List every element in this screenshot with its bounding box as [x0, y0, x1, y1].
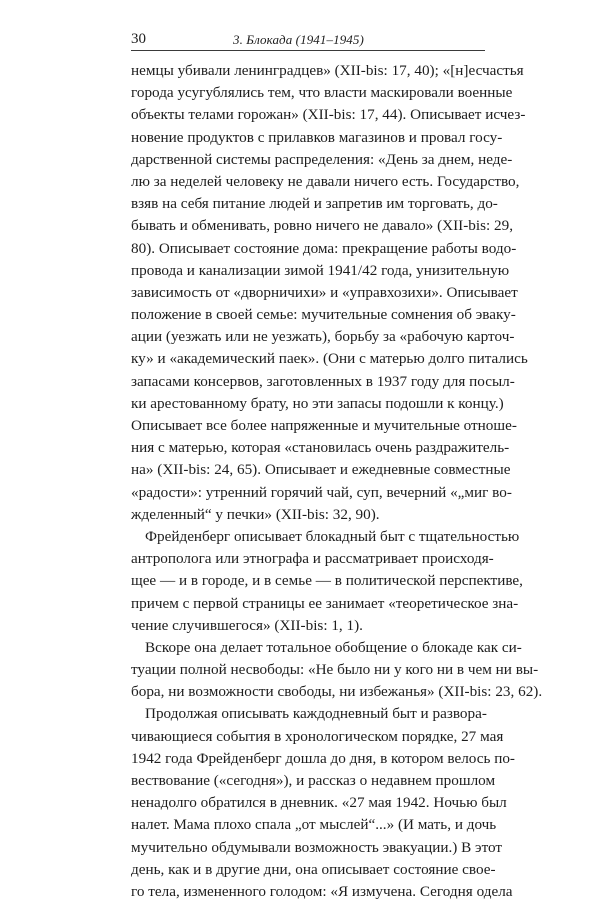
text-line: на» (XII-bis: 24, 65). Описывает и ежедневные совместные	[131, 461, 511, 479]
text-line: Фрейденберг описывает блокадный быт с тщательностью	[145, 527, 520, 545]
text-line: запасами консервов, заготовленных в 1937 году для посыл-	[131, 372, 515, 390]
text-line: бывать и обменивать, ровно ничего не давало» (XII-bis: 29,	[131, 217, 514, 235]
text-line: ненадолго обратился в дневник. «27 мая 1942. Ночью был	[131, 794, 507, 812]
text-line: положение в своей семье: мучительные сомнения об эваку-	[131, 306, 516, 324]
text-line: лю за неделей человеку не давали ничего есть. Государство,	[131, 172, 520, 190]
text-line: антрополога или этнографа и рассматривает происходя-	[131, 550, 494, 568]
text-line: жделенный“ у печки» (XII-bis: 32, 90).	[131, 505, 380, 523]
text-line: объекты телами горожан» (XII-bis: 17, 44). Описывает исчез-	[131, 106, 526, 124]
text-line: провода и канализации зимой 1941/42 года, унизительную	[131, 261, 510, 279]
text-line: вествование («сегодня»), и рассказ о недавнем прошлом	[131, 772, 496, 789]
body-text	[131, 60, 543, 903]
text-line: немцы убивали ленинградцев» (XII-bis: 17, 40); «[н]есчастья	[131, 62, 524, 79]
text-line: ки арестованному брату, но эти запасы подошли к концу.)	[131, 394, 504, 412]
text-line: туации полной несвободы: «Не было ни у кого ни в чем ни вы-	[131, 661, 539, 679]
text-line: зависимость от «дворничихи» и «управхозихи». Описывает	[131, 283, 518, 301]
text-line: причем с первой страницы ее занимает «теоретическое зна-	[131, 594, 519, 612]
text-line: города усугублялись тем, что власти маскировали военные	[131, 84, 513, 102]
text-line: 1942 года Фрейденберг дошла до дня, в котором велось по-	[131, 749, 515, 767]
text-line: щее — и в городе, и в семье — в политической перспективе,	[131, 572, 523, 590]
page-header	[131, 30, 485, 51]
text-line: чивающиеся события в хронологическом порядке, 27 мая	[131, 727, 504, 745]
paragraph-4	[131, 703, 515, 903]
text-line: 80). Описывает состояние дома: прекращение работы водо-	[131, 239, 517, 257]
text-line: чение случившегося» (XII-bis: 1, 1).	[131, 616, 363, 634]
text-line: го тела, измененного голодом: «Я измучена. Сегодня одела	[131, 882, 513, 900]
text-line: Вскоре она делает тотальное обобщение о блокаде как си-	[145, 638, 522, 656]
text-line: день, как и в другие дни, она описывает состояние свое-	[131, 860, 496, 878]
text-line: Продолжая описывать каждодневный быт и развора-	[145, 705, 487, 723]
text-line: взяв на себя питание людей и запретив им торговать, до-	[131, 195, 498, 213]
text-line: ации (уезжать или не уезжать), борьбу за «рабочую карточ-	[131, 328, 515, 346]
paragraph-2	[131, 526, 523, 637]
text-line: бора, ни возможности свободы, ни избежанья» (XII-bis: 23, 62).	[131, 683, 543, 701]
text-line: Описывает все более напряженные и мучительные отноше-	[131, 417, 517, 434]
text-line: дарственной системы распределения: «День за днем, неде-	[131, 150, 513, 168]
text-line: мучительно обдумывали возможность эвакуации.) В этот	[131, 838, 503, 856]
paragraph-3	[131, 637, 543, 704]
text-line: ния с матерью, которая «становилась очень раздражитель-	[131, 439, 510, 457]
text-line: новение продуктов с прилавков магазинов и провал госу-	[131, 128, 503, 146]
page-number: 30	[131, 31, 146, 47]
text-line: ку» и «академический паек». (Они с матерью долго питались	[131, 350, 528, 368]
text-line: налет. Мама плохо спала „от мыслей“...» (И мать, и дочь	[131, 816, 497, 834]
running-head: 3. Блокада (1941–1945)	[233, 32, 364, 47]
text-line: «радости»: утренний горячий чай, суп, вечерний «„миг во-	[131, 483, 512, 501]
paragraph-1	[131, 60, 528, 526]
